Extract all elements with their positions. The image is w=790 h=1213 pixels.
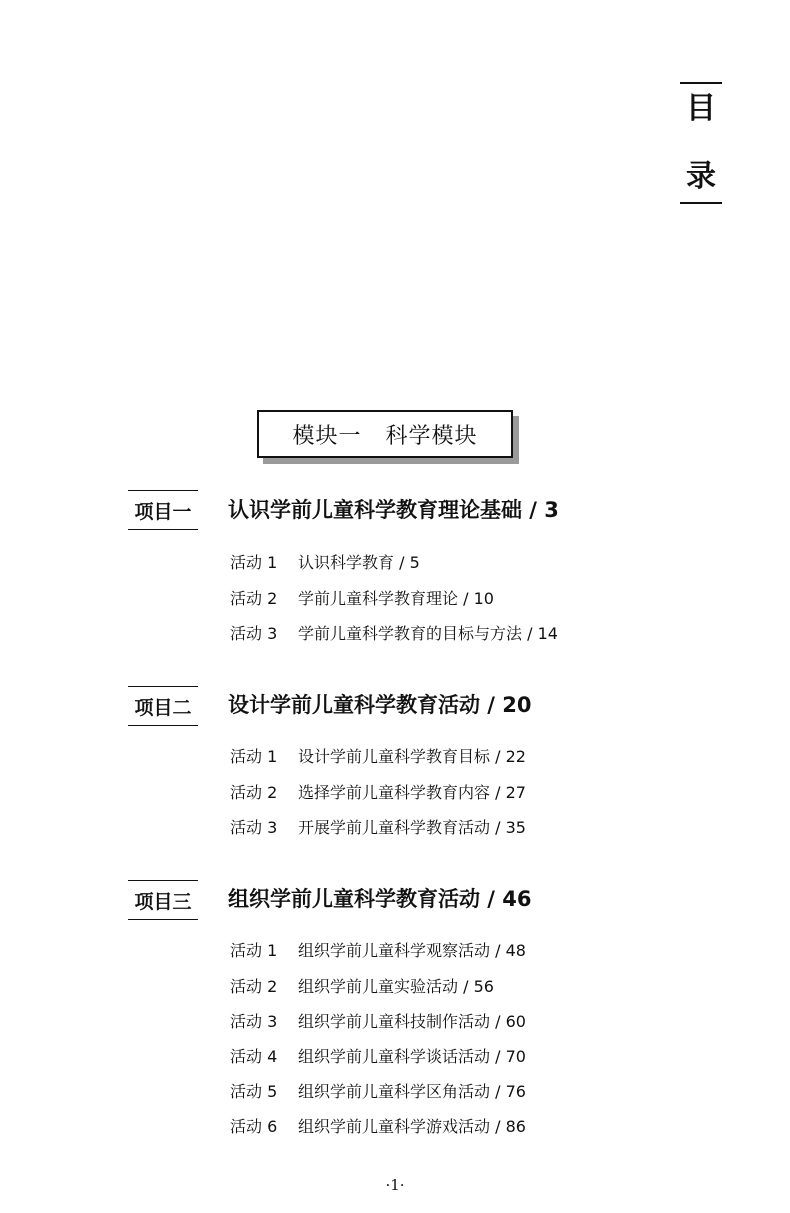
activity-item [230, 1114, 526, 1137]
heading-bottom-rule [680, 202, 722, 204]
page-number: ·1· [385, 1176, 405, 1194]
activity-item [230, 815, 526, 838]
activity-text: 开展学前儿童科学教育活动 / 35 [298, 818, 526, 837]
activity-label: 活动 5 [230, 1082, 278, 1101]
activity-text: 组织学前儿童实验活动 / 56 [298, 977, 494, 996]
activity-label: 活动 2 [230, 783, 278, 802]
activity-text: 组织学前儿童科技制作活动 / 60 [298, 1012, 526, 1031]
heading-top-rule [680, 82, 722, 84]
activity-text: 认识科学教育 / 5 [298, 553, 420, 572]
activity-label: 活动 1 [230, 553, 278, 572]
activity-label: 活动 3 [230, 1012, 278, 1031]
activity-item [230, 974, 494, 997]
activity-label: 活动 1 [230, 747, 278, 766]
activity-text: 组织学前儿童科学谈话活动 / 70 [298, 1047, 526, 1066]
toc-heading-char-2: 录 [686, 159, 716, 194]
activity-text: 组织学前儿童科学观察活动 / 48 [298, 941, 526, 960]
activity-item [230, 1009, 526, 1032]
toc-heading-char-1: 目 [686, 91, 716, 126]
activity-text: 学前儿童科学教育的目标与方法 / 14 [298, 624, 558, 643]
module-box [257, 410, 513, 458]
project-title: 认识学前儿童科学教育理论基础 / 3 [228, 498, 559, 522]
activity-label: 活动 2 [230, 589, 278, 608]
activity-label: 活动 3 [230, 624, 278, 643]
activity-item [230, 550, 420, 573]
activity-text: 设计学前儿童科学教育目标 / 22 [298, 747, 526, 766]
project-label: 项目二 [128, 686, 198, 726]
toc-heading [680, 82, 722, 204]
activity-item [230, 744, 526, 767]
project-label: 项目三 [128, 880, 198, 920]
activity-text: 组织学前儿童科学游戏活动 / 86 [298, 1117, 526, 1136]
activity-label: 活动 2 [230, 977, 278, 996]
activity-item [230, 938, 526, 961]
activity-label: 活动 4 [230, 1047, 278, 1066]
project-title: 组织学前儿童科学教育活动 / 46 [228, 887, 532, 911]
activity-label: 活动 1 [230, 941, 278, 960]
project-title: 设计学前儿童科学教育活动 / 20 [228, 693, 532, 717]
activity-label: 活动 3 [230, 818, 278, 837]
activity-item [230, 1079, 526, 1102]
activity-label: 活动 6 [230, 1117, 278, 1136]
project-label: 项目一 [128, 490, 198, 530]
activity-text: 组织学前儿童科学区角活动 / 76 [298, 1082, 526, 1101]
activity-item [230, 586, 494, 609]
activity-item [230, 621, 558, 644]
activity-item [230, 1044, 526, 1067]
module-label: 模块一 [292, 423, 362, 449]
activity-item [230, 780, 526, 803]
activity-text: 选择学前儿童科学教育内容 / 27 [298, 783, 526, 802]
module-title: 科学模块 [385, 423, 478, 449]
activity-text: 学前儿童科学教育理论 / 10 [298, 589, 494, 608]
